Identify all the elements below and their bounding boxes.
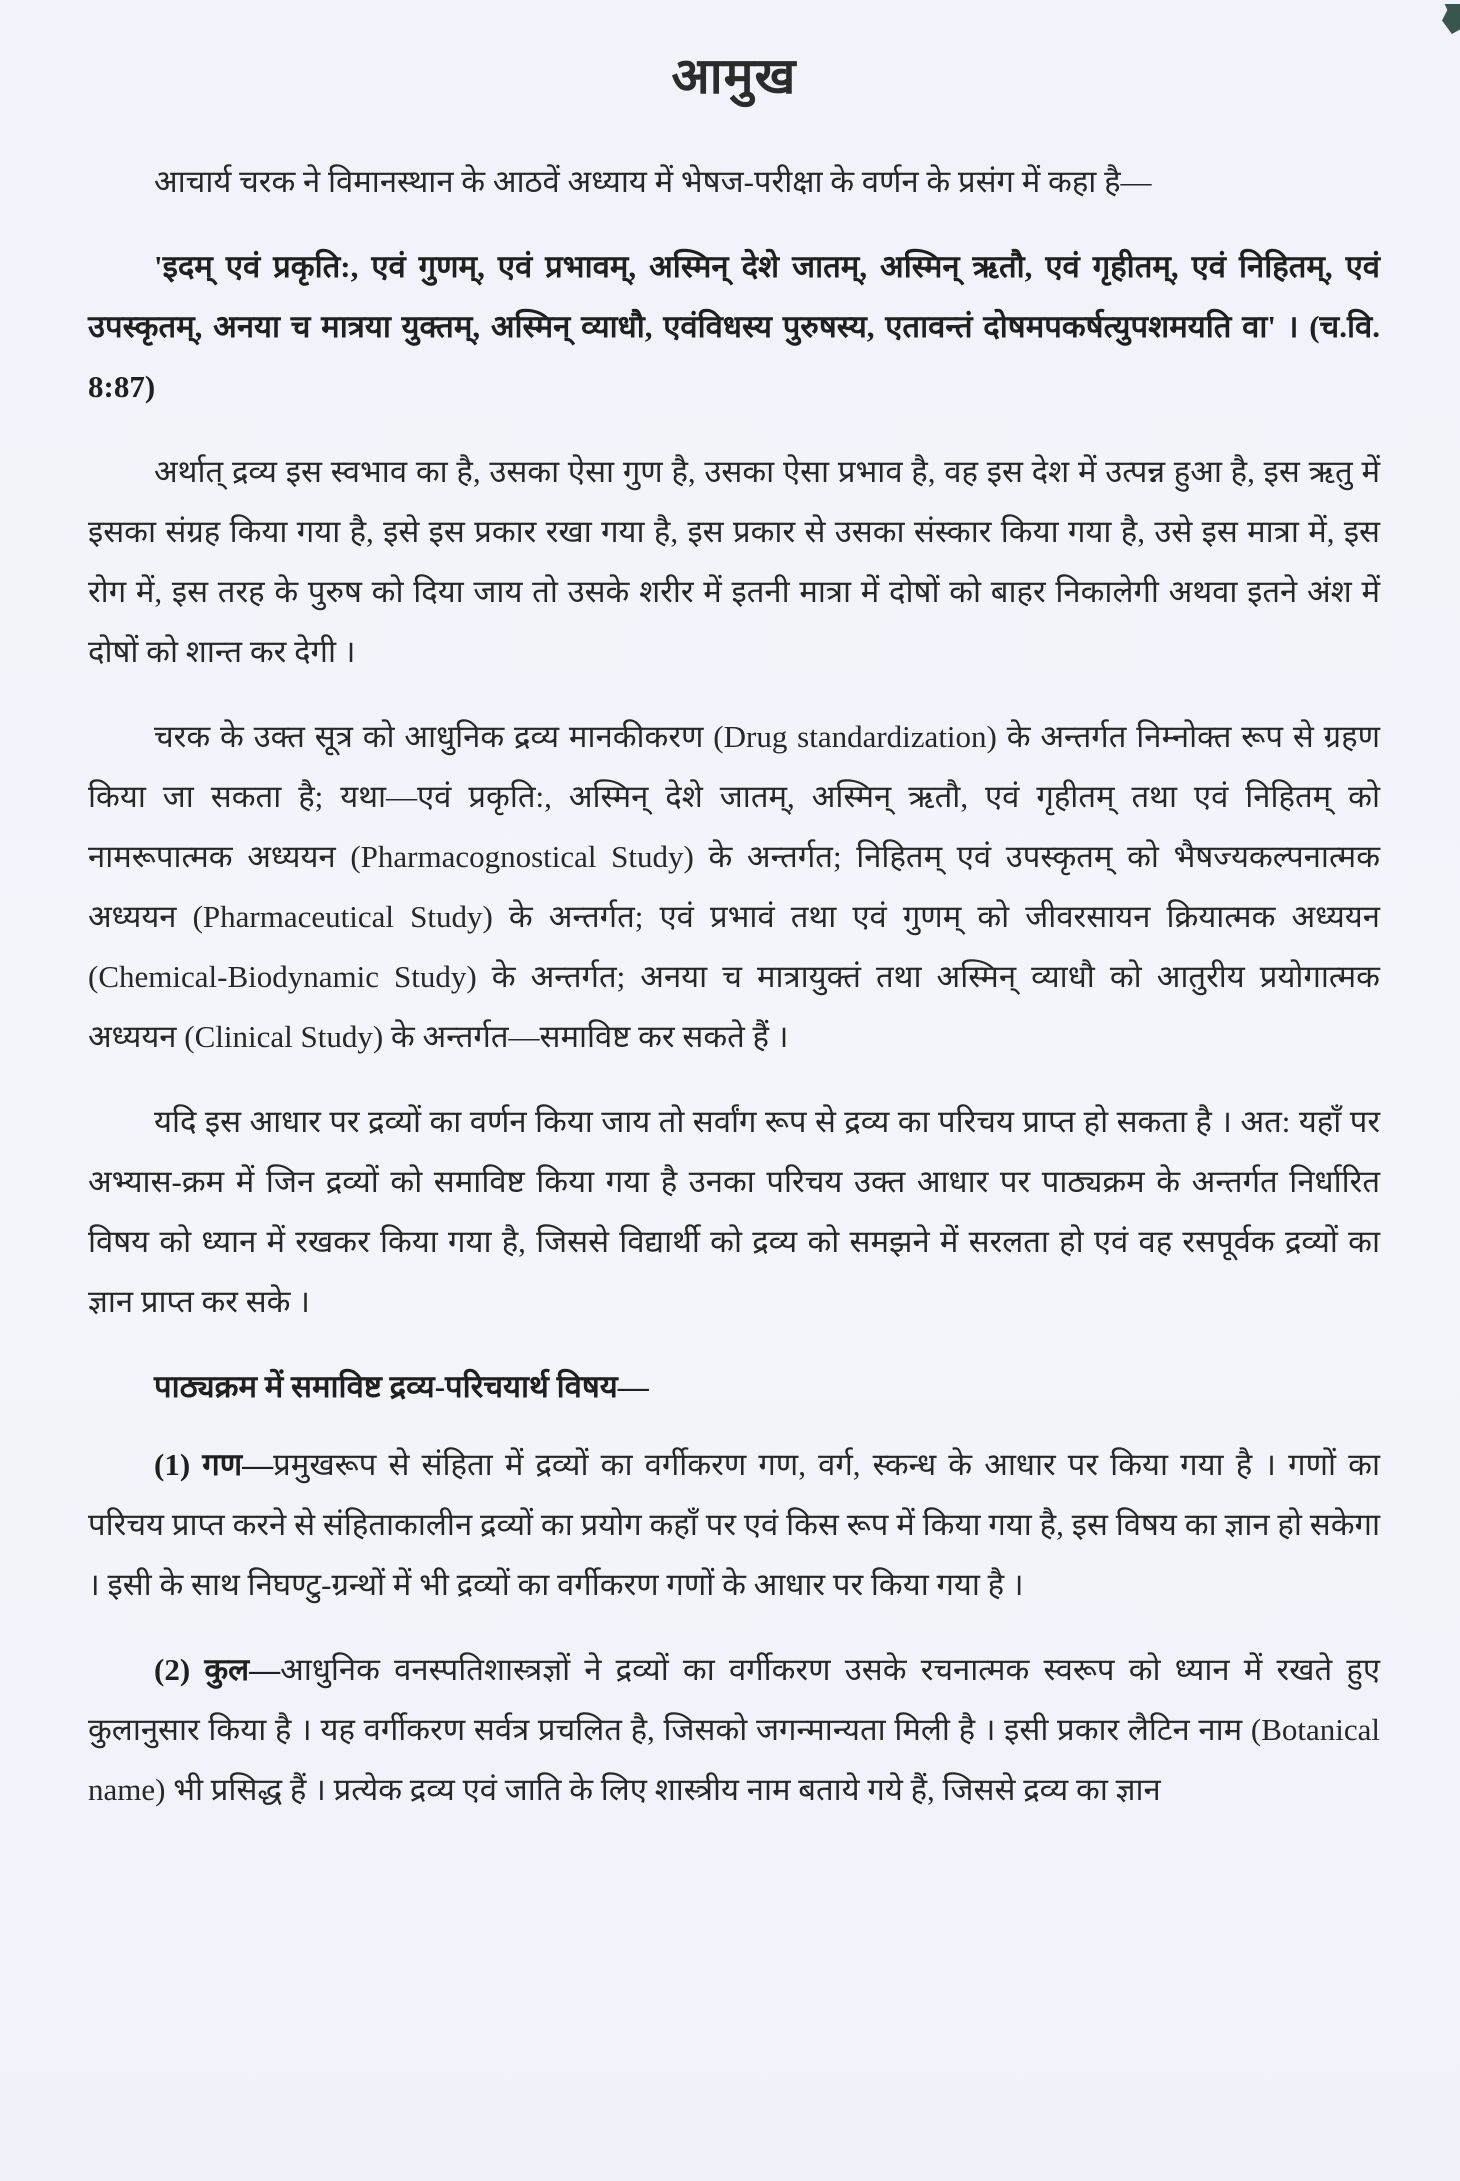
meaning-paragraph: अर्थात् द्रव्य इस स्वभाव का है, उसका ऐसा गुण है, उसका ऐसा प्रभाव है, वह इस देश में उत्पन्न हुआ है, इस ऋतु में इसका संग्रह किया गया है, इसे इस प्रकार रखा गया है, इस प्रकार से उसका संस्कार किया गया है, उसे इस मात्रा में, इस रोग में, इस तरह के पुरुष को दिया जाय तो उसके शरीर में इतनी मात्रा में दोषों को बाहर निकालेगी अथवा इतने अंश में दोषों को शान्त कर देगी ।: [88, 454, 1380, 669]
intro-paragraph: आचार्य चरक ने विमानस्थान के आठवें अध्याय में भेषज-परीक्षा के वर्णन के प्रसंग में कहा है—: [154, 164, 1152, 199]
item-kula-paragraph: [88, 1640, 1380, 1820]
item-gana-text: प्रमुखरूप से संहिता में द्रव्यों का वर्गीकरण गण, वर्ग, स्कन्ध के आधार पर किया गया है । गणों का परिचय प्राप्त करने से संहिताकालीन द्रव्यों का प्रयोग कहाँ पर एवं किस रूप में किया गया है, इस विषय का ज्ञान हो सकेगा । इसी के साथ निघण्टु-ग्रन्थों में भी द्रव्यों का वर्गीकरण गणों के आधार पर किया गया है ।: [88, 1447, 1380, 1602]
topics-heading: पाठ्यक्रम में समाविष्ट द्रव्य-परिचयार्थ विषय—: [154, 1369, 649, 1404]
sanskrit-verse: 'इदम् एवं प्रकृति:, एवं गुणम्, एवं प्रभावम्, अस्मिन् देशे जातम्, अस्मिन् ऋतौ, एवं गृहीतम्, एवं निहितम्, एवं उपस्कृतम्, अनया च मात्रया युक्तम्, अस्मिन् व्याधौ, एवंविधस्य पुरुषस्य, एतावन्तं दोषमपकर्षत्युपशमयति वा' । (च.वि. 8:87): [88, 249, 1380, 404]
scan-artifact: [1442, 4, 1460, 34]
item-gana-paragraph: [88, 1435, 1380, 1615]
item-kula-text: आधुनिक वनस्पतिशास्त्रज्ञों ने द्रव्यों का वर्गीकरण उसके रचनात्मक स्वरूप को ध्यान में रखते हुए कुलानुसार किया है । यह वर्गीकरण सर्वत्र प्रचलित है, जिसको जगन्मान्यता मिली है । इसी प्रकार लैटिन नाम (Botanical name) भी प्रसिद्ध हैं । प्रत्येक द्रव्य एवं जाति के लिए शास्त्रीय नाम बताये गये हैं, जिससे द्रव्य का ज्ञान: [88, 1652, 1380, 1807]
syllabus-basis-paragraph: यदि इस आधार पर द्रव्यों का वर्णन किया जाय तो सर्वांग रूप से द्रव्य का परिचय प्राप्त हो सकता है । अत: यहाँ पर अभ्यास-क्रम में जिन द्रव्यों को समाविष्ट किया गया है उनका परिचय उक्त आधार पर पाठ्यक्रम के अन्तर्गत निर्धारित विषय को ध्यान में रखकर किया गया है, जिससे विद्यार्थी को द्रव्य को समझने में सरलता हो एवं वह रसपूर्वक द्रव्यों का ज्ञान प्राप्त कर सके ।: [88, 1104, 1380, 1319]
item-kula-lead: (2) कुल—: [154, 1652, 281, 1687]
item-gana-lead: (1) गण—: [154, 1447, 274, 1482]
page-title: आमुख: [671, 48, 797, 104]
drug-standardization-paragraph: चरक के उक्त सूत्र को आधुनिक द्रव्य मानकीकरण (Drug standardization) के अन्तर्गत निम्नोक्त रूप से ग्रहण किया जा सकता है; यथा—एवं प्रकृति:, अस्मिन् देशे जातम्, अस्मिन् ऋतौ, एवं गृहीतम् तथा एवं निहितम् को नामरूपात्मक अध्ययन (Pharmacognostical Study) के अन्तर्गत; निहितम् एवं उपस्कृतम् को भैषज्यकल्पनात्मक अध्ययन (Pharmaceutical Study) के अन्तर्गत; एवं प्रभावं तथा एवं गुणम् को जीवरसायन क्रियात्मक अध्ययन (Chemical-Biodynamic Study) के अन्तर्गत; अनया च मात्रायुक्तं तथा अस्मिन् व्याधौ को आतुरीय प्रयोगात्मक अध्ययन (Clinical Study) के अन्तर्गत—समाविष्ट कर सकते हैं ।: [88, 719, 1380, 1054]
